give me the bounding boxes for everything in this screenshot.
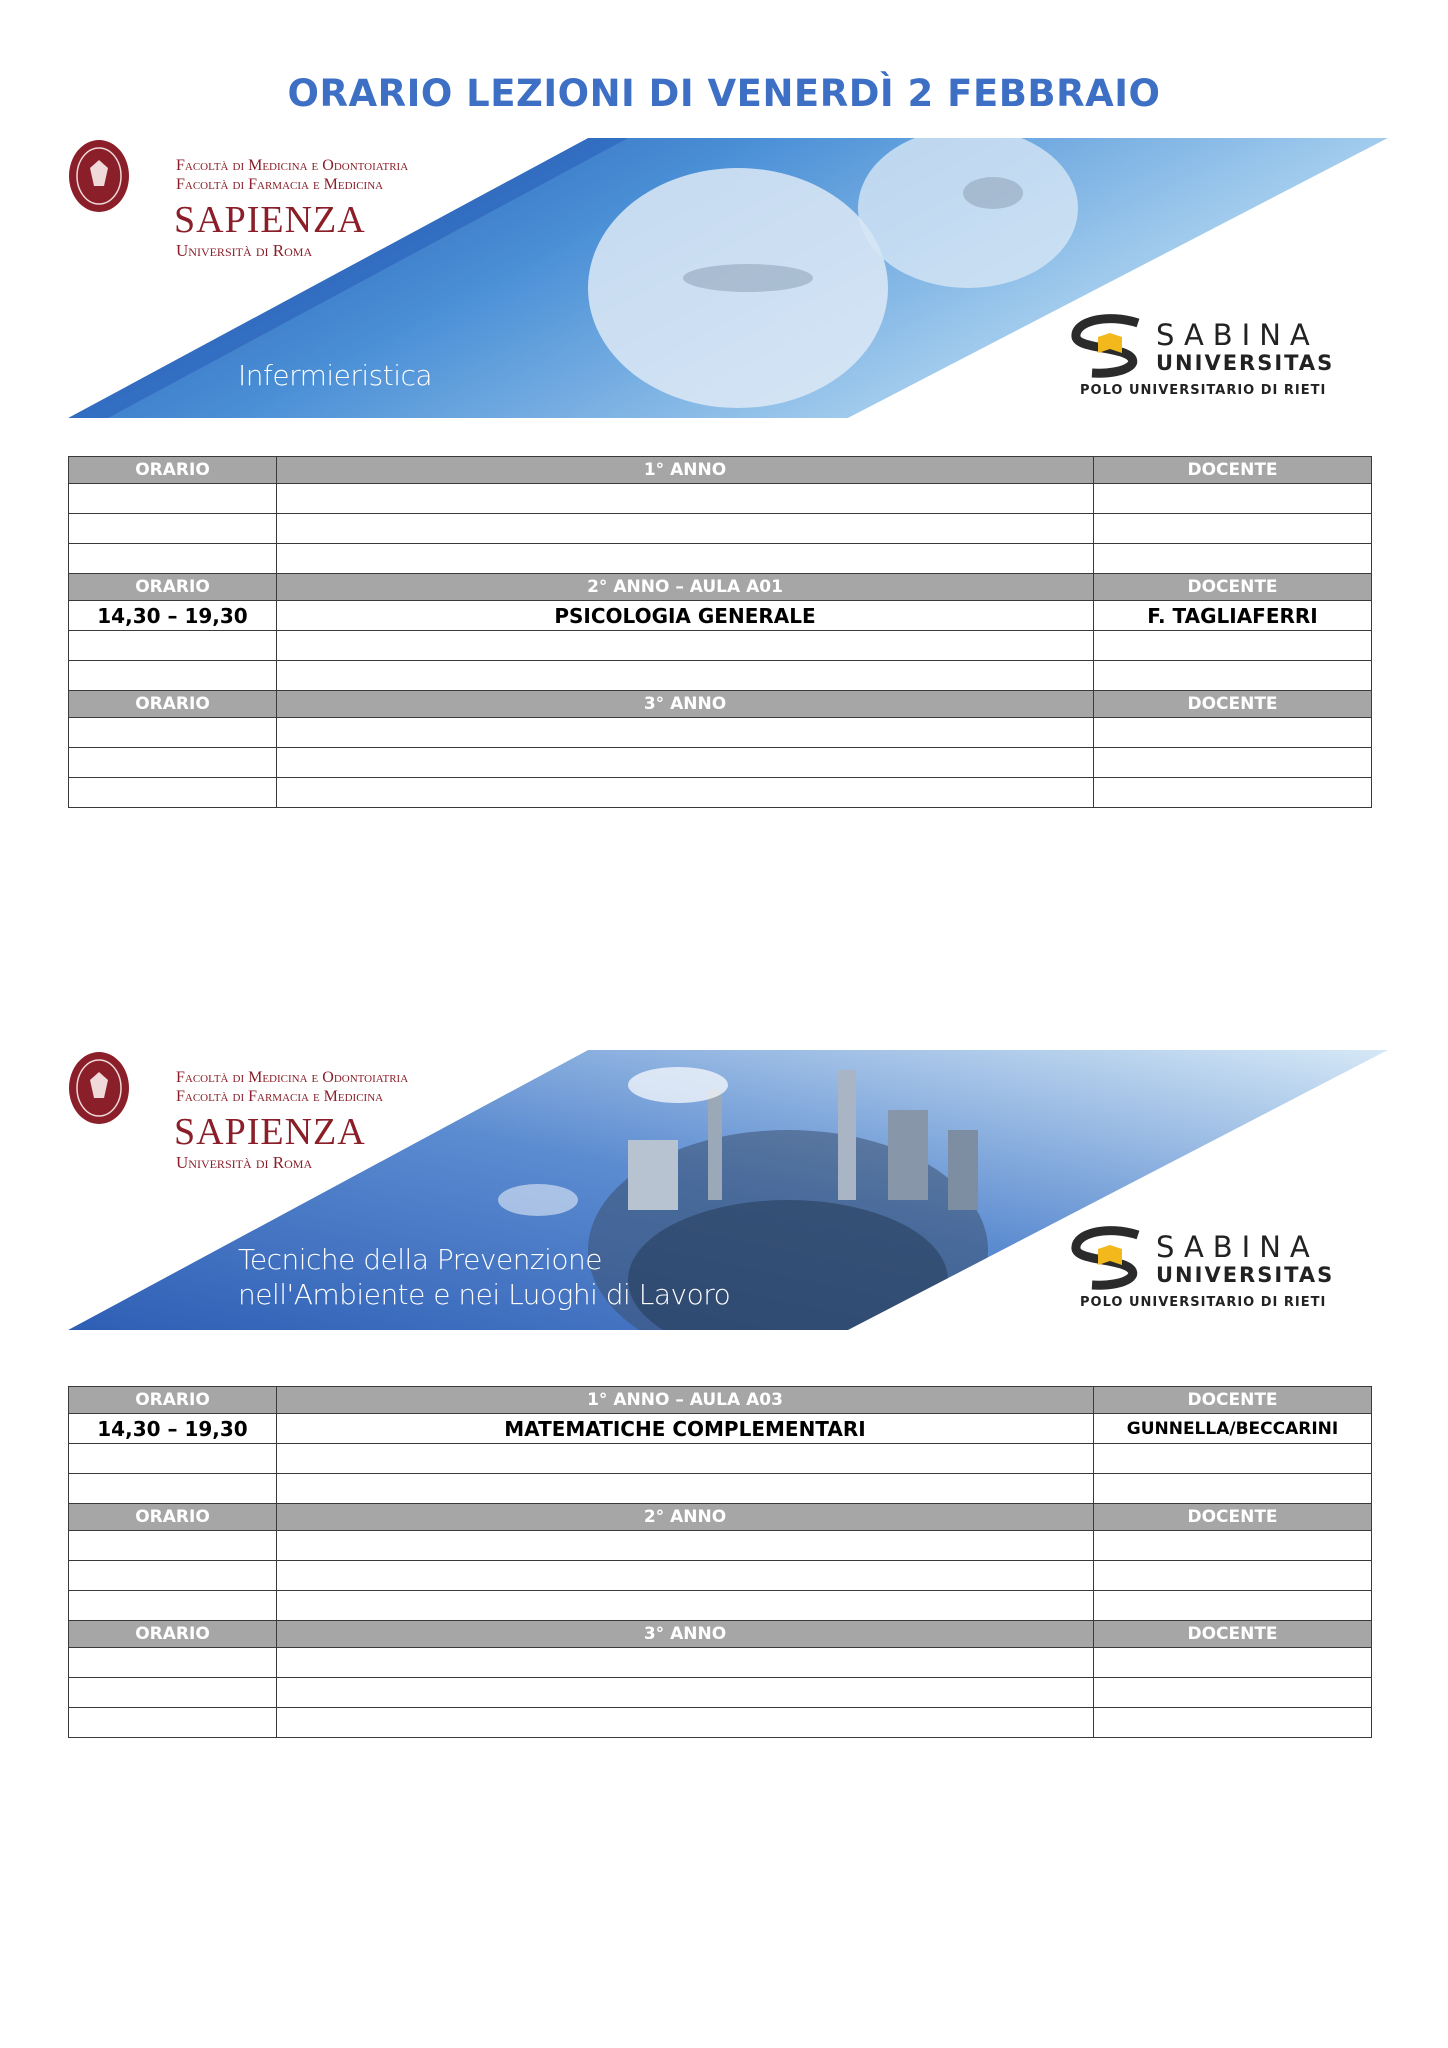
sabina-book-icon (1068, 1225, 1150, 1291)
cell-teacher (1094, 1444, 1372, 1474)
cell-course (277, 661, 1094, 691)
cell-course (277, 748, 1094, 778)
cell-time (69, 1678, 277, 1708)
cell-teacher (1094, 631, 1372, 661)
header-time: ORARIO (69, 574, 277, 601)
cell-time (69, 1708, 277, 1738)
cell-course (277, 1444, 1094, 1474)
banner-infermieristica (68, 138, 1388, 418)
header-teacher: DOCENTE (1094, 457, 1372, 484)
section-header-row (69, 1621, 1372, 1648)
cell-teacher: F. TAGLIAFERRI (1094, 601, 1372, 631)
cell-time (69, 718, 277, 748)
faculty-line-2: Facoltà di Farmacia e Medicina (176, 1088, 384, 1105)
cell-time (69, 1474, 277, 1504)
header-teacher: DOCENTE (1094, 691, 1372, 718)
cell-teacher: GUNNELLA/BECCARINI (1094, 1414, 1372, 1444)
table-row (69, 661, 1372, 691)
table-row (69, 514, 1372, 544)
table-row (69, 1414, 1372, 1444)
university-name: SAPIENZA (174, 199, 366, 241)
table-row (69, 1561, 1372, 1591)
cell-course (277, 1531, 1094, 1561)
cell-time: 14,30 – 19,30 (69, 1414, 277, 1444)
sapienza-seal-icon (68, 138, 130, 214)
faculty-line-2: Facoltà di Farmacia e Medicina (176, 176, 384, 193)
cell-course (277, 1474, 1094, 1504)
header-year: 2° ANNO (277, 1504, 1094, 1531)
table-row (69, 544, 1372, 574)
table-row (69, 484, 1372, 514)
faculty-line-1: Facoltà di Medicina e Odontoiatria (176, 1069, 409, 1086)
cell-teacher (1094, 661, 1372, 691)
cell-course (277, 1561, 1094, 1591)
course-name: Infermieristica (238, 359, 433, 392)
cell-teacher (1094, 1678, 1372, 1708)
course-name-line-2: nell'Ambiente e nei Luoghi di Lavoro (238, 1278, 731, 1311)
table-row (69, 1474, 1372, 1504)
cell-time (69, 1648, 277, 1678)
cell-time (69, 778, 277, 808)
sabina-logo (1068, 1225, 1368, 1315)
header-time: ORARIO (69, 691, 277, 718)
table-row (69, 718, 1372, 748)
header-year: 2° ANNO – AULA A01 (277, 574, 1094, 601)
cell-course (277, 1591, 1094, 1621)
cell-course (277, 1678, 1094, 1708)
cell-teacher (1094, 718, 1372, 748)
sapienza-seal-icon (68, 1050, 130, 1126)
header-teacher: DOCENTE (1094, 1504, 1372, 1531)
cell-time (69, 1591, 277, 1621)
header-teacher: DOCENTE (1094, 1621, 1372, 1648)
header-teacher: DOCENTE (1094, 1387, 1372, 1414)
course-name-line-1: Tecniche della Prevenzione (238, 1243, 603, 1276)
university-name: SAPIENZA (174, 1111, 366, 1153)
cell-teacher (1094, 748, 1372, 778)
cell-course (277, 718, 1094, 748)
table-row (69, 778, 1372, 808)
partner-sub: UNIVERSITAS (1156, 351, 1335, 375)
cell-teacher (1094, 1708, 1372, 1738)
cell-time (69, 748, 277, 778)
cell-time (69, 631, 277, 661)
university-sub: Università di Roma (176, 241, 313, 260)
cell-teacher (1094, 1648, 1372, 1678)
cell-teacher (1094, 544, 1372, 574)
cell-time (69, 1531, 277, 1561)
header-time: ORARIO (69, 457, 277, 484)
page-title: ORARIO LEZIONI DI VENERDÌ 2 FEBBRAIO (287, 72, 1161, 115)
section-header-row (69, 457, 1372, 484)
cell-course: MATEMATICHE COMPLEMENTARI (277, 1414, 1094, 1444)
cell-course (277, 1708, 1094, 1738)
cell-time (69, 661, 277, 691)
schedule-table-infermieristica (68, 456, 1372, 808)
cell-teacher (1094, 778, 1372, 808)
partner-tagline: POLO UNIVERSITARIO DI RIETI (1080, 383, 1327, 398)
header-time: ORARIO (69, 1621, 277, 1648)
cell-time (69, 544, 277, 574)
section-header-row (69, 691, 1372, 718)
cell-time (69, 514, 277, 544)
schedule-table-prevenzione (68, 1386, 1372, 1738)
table-row (69, 601, 1372, 631)
cell-teacher (1094, 1474, 1372, 1504)
cell-course (277, 484, 1094, 514)
partner-sub: UNIVERSITAS (1156, 1263, 1335, 1287)
table-row (69, 1648, 1372, 1678)
cell-teacher (1094, 484, 1372, 514)
table-row (69, 1591, 1372, 1621)
sabina-book-icon (1068, 313, 1150, 379)
partner-name: SABINA (1156, 318, 1319, 352)
header-year: 3° ANNO (277, 691, 1094, 718)
cell-course (277, 778, 1094, 808)
cell-teacher (1094, 1531, 1372, 1561)
sabina-logo (1068, 313, 1368, 403)
cell-time: 14,30 – 19,30 (69, 601, 277, 631)
faculty-line-1: Facoltà di Medicina e Odontoiatria (176, 157, 409, 174)
table-row (69, 1444, 1372, 1474)
partner-tagline: POLO UNIVERSITARIO DI RIETI (1080, 1295, 1327, 1310)
cell-teacher (1094, 514, 1372, 544)
table-row (69, 1678, 1372, 1708)
cell-course (277, 1648, 1094, 1678)
table-row (69, 748, 1372, 778)
cell-time (69, 484, 277, 514)
cell-time (69, 1561, 277, 1591)
section-header-row (69, 574, 1372, 601)
cell-course: PSICOLOGIA GENERALE (277, 601, 1094, 631)
cell-course (277, 514, 1094, 544)
header-time: ORARIO (69, 1504, 277, 1531)
header-year: 1° ANNO – AULA A03 (277, 1387, 1094, 1414)
table-row (69, 1708, 1372, 1738)
table-row (69, 1531, 1372, 1561)
cell-time (69, 1444, 277, 1474)
header-year: 3° ANNO (277, 1621, 1094, 1648)
cell-course (277, 544, 1094, 574)
cell-course (277, 631, 1094, 661)
partner-name: SABINA (1156, 1230, 1319, 1264)
table-row (69, 631, 1372, 661)
banner-prevenzione (68, 1050, 1388, 1330)
cell-teacher (1094, 1591, 1372, 1621)
cell-teacher (1094, 1561, 1372, 1591)
section-header-row (69, 1504, 1372, 1531)
section-header-row (69, 1387, 1372, 1414)
university-sub: Università di Roma (176, 1153, 313, 1172)
header-time: ORARIO (69, 1387, 277, 1414)
header-year: 1° ANNO (277, 457, 1094, 484)
header-teacher: DOCENTE (1094, 574, 1372, 601)
